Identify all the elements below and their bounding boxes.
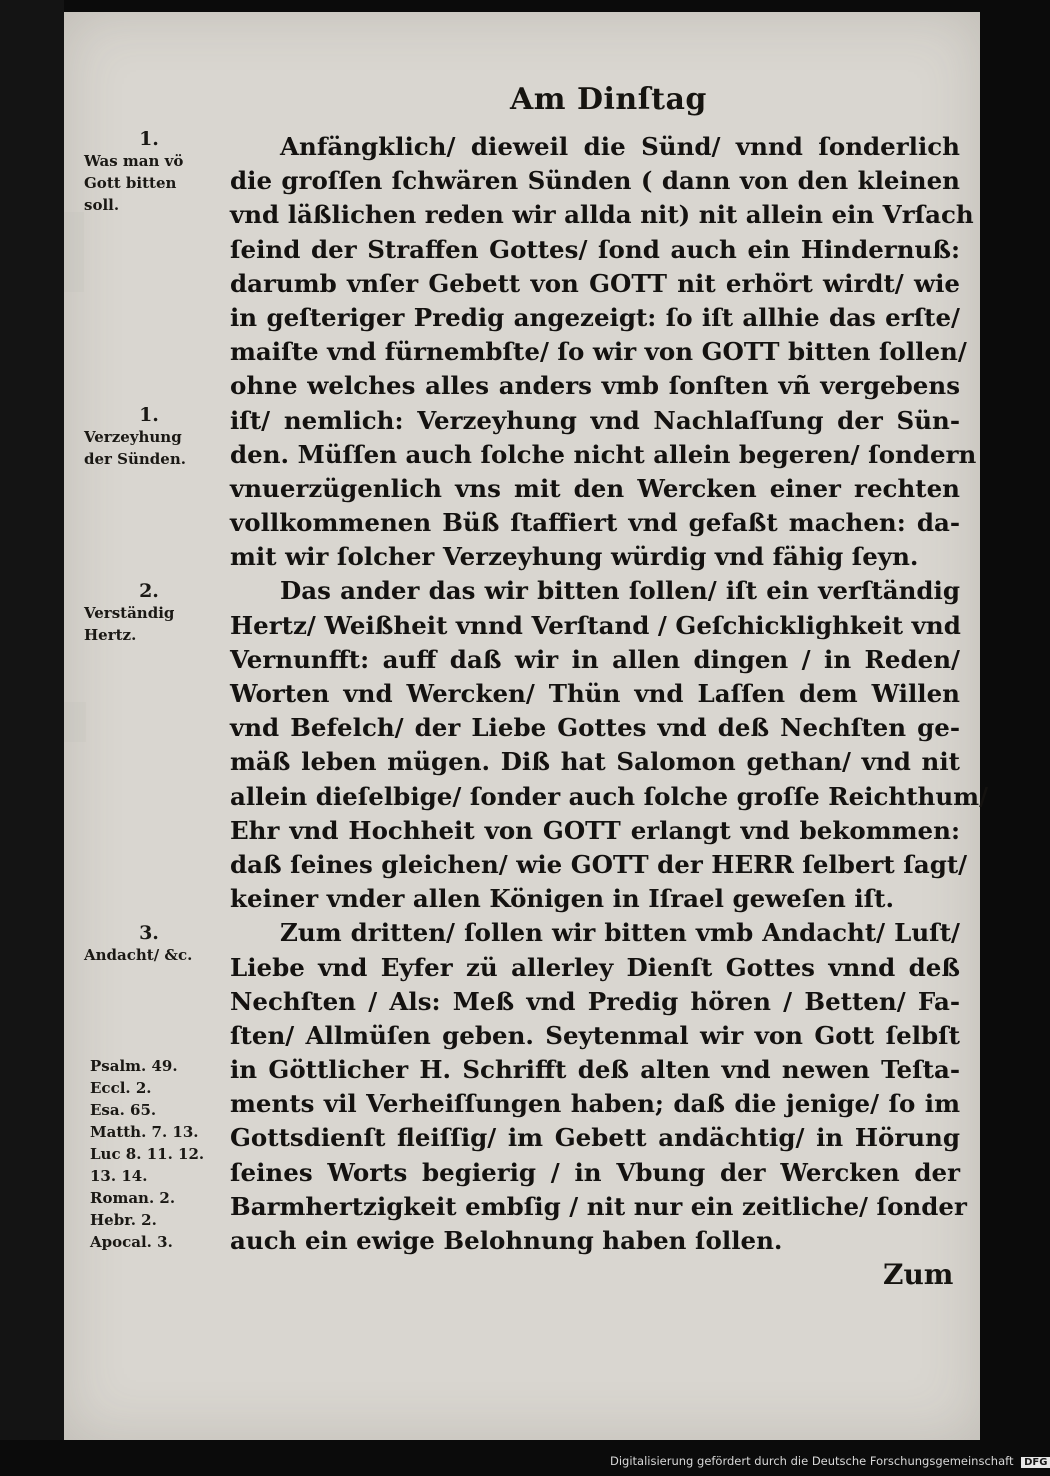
reference: Psalm. 49. (90, 1057, 178, 1075)
text-line: den. Müſſen auch ſolche nicht allein begeren/ ſondern (230, 439, 977, 469)
margin-line: Gott bitten (84, 174, 177, 192)
reference: Esa. 65. (90, 1101, 157, 1119)
text-line: allein dieſelbige/ ſonder auch ſolche groſſe Reichthum/ (230, 781, 989, 811)
text-line: Zum dritten/ ſollen wir bitten vmb Andacht/ Luſt/ (280, 918, 960, 948)
margin-number: 1. (139, 404, 159, 426)
text-line: Worten vnd Wercken/ Thün vnd Laſſen dem Willen (230, 679, 960, 708)
footer-credit (610, 1454, 1050, 1468)
margin-number: 2. (139, 580, 159, 602)
margin-line: der Sünden. (84, 450, 186, 468)
text-line: vnd läßlichen reden wir allda nit) nit allein ein Vrſach (230, 200, 974, 230)
text-line: ſeind der Straffen Gottes/ ſond auch ein Hindernuß: (230, 234, 960, 264)
text-line: iſt/ nemlich: Verzeyhung vnd Nachlaſſung der Sün- (230, 405, 960, 435)
margin-note-4 (84, 922, 214, 966)
text-line: auch ein ewige Belohnung haben ſollen. (230, 1226, 783, 1255)
text-line: vollkommenen Büß ſtaffiert vnd gefaßt machen: da- (230, 508, 960, 538)
text-line: Barmhertzigkeit embſig / nit nur ein zeitliche/ ſonder (230, 1191, 967, 1221)
text-line: keiner vnder allen Königen in Iſrael geweſen iſt. (230, 884, 895, 914)
text-line: Vernunfft: auff daß wir in allen dingen / in Reden/ (230, 644, 960, 674)
text-line: vnuerzügenlich vns mit den Wercken einer rechten (230, 473, 960, 503)
footer-text: Digitalisierung gefördert durch die Deutsche Forschungsgemeinschaft (610, 1454, 1014, 1468)
text-line: daß ſeines gleichen/ wie GOTT der HERR ſelbert ſagt/ (230, 849, 968, 879)
text-line: ſeines Worts begierig / in Vbung der Wercken der (230, 1157, 960, 1187)
reference: Roman. 2. (90, 1189, 176, 1207)
margin-line: Andacht/ &c. (84, 946, 193, 964)
text-line: ohne welches alles anders vmb ſonſten vñ vergebens (230, 371, 960, 401)
text-line: mäß leben mügen. Diß hat Salomon gethan/ vnd nit (230, 747, 960, 777)
margin-line: Verzeyhung (84, 428, 182, 446)
dfg-logo: DFG (1021, 1457, 1050, 1468)
text-line: Das ander das wir bitten ſollen/ iſt ein verſtändig (280, 576, 960, 606)
running-header: Am Dinſtag (510, 82, 707, 117)
margin-number: 3. (139, 922, 159, 944)
text-line: Gottsdienſt fleiſſig/ im Gebett andächtig/ in Hörung (230, 1123, 960, 1153)
scripture-references (90, 1055, 230, 1253)
scan-left-edge (0, 0, 64, 1440)
margin-line: Verständig (84, 604, 175, 622)
reference: Apocal. 3. (90, 1233, 173, 1251)
text-line: mit wir ſolcher Verzeyhung würdig vnd fähig ſeyn. (230, 542, 919, 572)
reference: Matth. 7. 13. (90, 1123, 199, 1141)
reference: 13. 14. (90, 1167, 148, 1185)
catchword: Zum (883, 1258, 954, 1291)
margin-note-1 (84, 128, 214, 216)
text-line: Nechſten / Als: Meß vnd Predig hören / Betten/ Fa- (230, 986, 960, 1016)
margin-line: soll. (84, 196, 120, 214)
reference: Luc 8. 11. 12. (90, 1145, 205, 1163)
text-line: ments vil Verheiſſungen haben; daß die jenige/ ſo im (230, 1089, 960, 1119)
text-line: vnd Befelch/ der Liebe Gottes vnd deß Nechſten ge- (230, 713, 960, 743)
body-text (230, 130, 989, 1258)
reference: Eccl. 2. (90, 1079, 152, 1097)
text-line: darumb vnſer Gebett von GOTT nit erhört wirdt/ wie (230, 268, 960, 298)
text-line: Anfängklich/ dieweil die Sünd/ vnnd ſonderlich (280, 132, 960, 161)
reference: Hebr. 2. (90, 1211, 157, 1229)
margin-line: Was man vö (84, 152, 184, 170)
text-line: Liebe vnd Eyfer zü allerley Dienſt Gottes vnnd deß (230, 952, 960, 982)
margin-note-2 (84, 404, 214, 470)
text-line: Ehr vnd Hochheit von GOTT erlangt vnd bekommen: (230, 815, 960, 845)
text-line: maiſte vnd fürnembſte/ ſo wir von GOTT bitten ſollen/ (230, 337, 967, 367)
text-line: in Göttlicher H. Schrifft deß alten vnd newen Teſta- (230, 1055, 960, 1085)
text-line: Hertz/ Weißheit vnnd Verſtand / Geſchicklighkeit vnd (230, 610, 961, 640)
text-line: ſten/ Allmüſen geben. Seytenmal wir von Gott ſelbſt (230, 1020, 960, 1050)
margin-number: 1. (139, 128, 159, 150)
text-line: in geſteriger Predig angezeigt: ſo iſt allhie das erſte/ (230, 302, 960, 332)
margin-line: Hertz. (84, 626, 137, 644)
text-line: die groſſen ſchwären Sünden ( dann von den kleinen (230, 166, 960, 196)
margin-note-3 (84, 580, 214, 646)
